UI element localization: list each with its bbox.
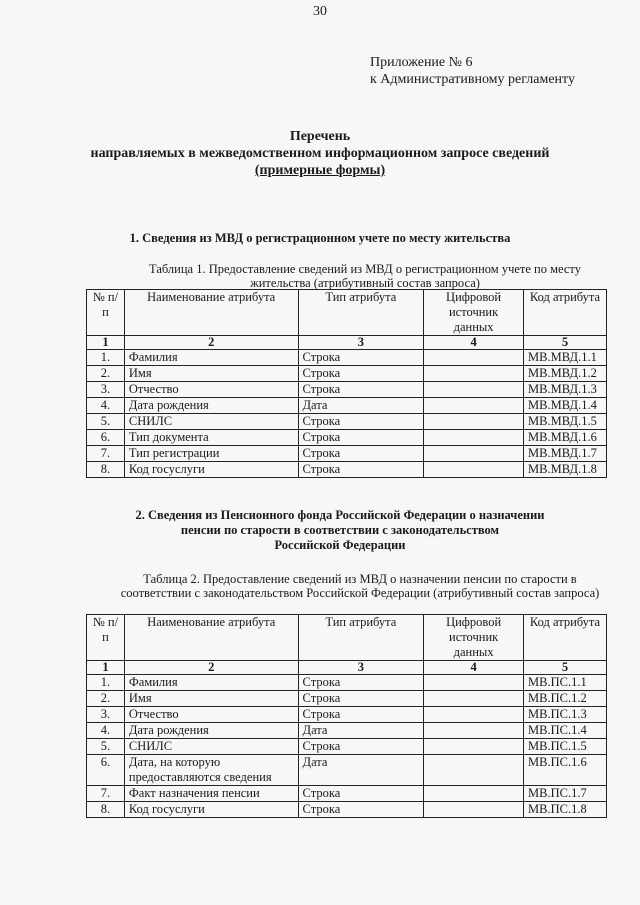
- title-line-2: направляемых в межведомственном информационном запросе сведений: [90, 146, 550, 161]
- attribute-code: МВ.МВД.1.3: [524, 382, 607, 398]
- header-attribute-code: Код атрибута: [524, 290, 607, 336]
- appendix-line-1: Приложение № 6: [370, 55, 473, 70]
- attribute-code: МВ.ПС.1.8: [524, 802, 607, 818]
- attribute-type: Строка: [298, 707, 424, 723]
- header-attribute-name: Наименование атрибута: [124, 290, 298, 336]
- table-row: [87, 366, 607, 382]
- row-number: 2.: [87, 366, 125, 382]
- attribute-name: Имя: [124, 366, 298, 382]
- table-row: [87, 398, 607, 414]
- row-number: 5.: [87, 414, 125, 430]
- row-number: 6.: [87, 755, 125, 786]
- header-col-number: 3: [298, 661, 424, 675]
- row-number: 4.: [87, 398, 125, 414]
- header-col-number: 2: [124, 336, 298, 350]
- data-source: [424, 802, 524, 818]
- table-row: [87, 350, 607, 366]
- table-row: [87, 446, 607, 462]
- header-attribute-name: Наименование атрибута: [124, 615, 298, 661]
- data-source: [424, 462, 524, 478]
- attribute-code: МВ.МВД.1.2: [524, 366, 607, 382]
- attribute-name: СНИЛС: [124, 414, 298, 430]
- data-source: [424, 398, 524, 414]
- table-row: [87, 414, 607, 430]
- table-row: [87, 786, 607, 802]
- table-2-caption-line-1: Таблица 2. Предоставление сведений из МВД о назначении пенсии по старости в: [143, 572, 577, 586]
- table-row: [87, 802, 607, 818]
- table-row: [87, 675, 607, 691]
- document-title: [0, 128, 640, 179]
- attribute-code: МВ.ПС.1.4: [524, 723, 607, 739]
- table-row: [87, 462, 607, 478]
- table-row: [87, 755, 607, 786]
- attribute-name: Тип регистрации: [124, 446, 298, 462]
- data-source: [424, 707, 524, 723]
- data-source: [424, 675, 524, 691]
- data-source: [424, 414, 524, 430]
- attribute-type: Строка: [298, 691, 424, 707]
- data-source: [424, 446, 524, 462]
- attribute-code: МВ.ПС.1.7: [524, 786, 607, 802]
- title-line-1: Перечень: [289, 129, 351, 144]
- attribute-code: МВ.МВД.1.6: [524, 430, 607, 446]
- table-2: [86, 614, 607, 818]
- header-data-source: Цифровой источник данных: [424, 615, 524, 661]
- header-attribute-type: Тип атрибута: [298, 615, 424, 661]
- attribute-name: Тип документа: [124, 430, 298, 446]
- attribute-name: Дата рождения: [124, 398, 298, 414]
- attribute-name: Дата, на которую предоставляются сведения: [124, 755, 298, 786]
- row-number: 4.: [87, 723, 125, 739]
- table-1: [86, 289, 607, 478]
- table-row: [87, 691, 607, 707]
- attribute-type: Строка: [298, 462, 424, 478]
- data-source: [424, 755, 524, 786]
- row-number: 5.: [87, 739, 125, 755]
- table-1-caption-line-1: Таблица 1. Предоставление сведений из МВД о регистрационном учете по месту: [149, 262, 581, 276]
- table-row: [87, 723, 607, 739]
- table-1-caption: [100, 262, 630, 290]
- row-number: 7.: [87, 786, 125, 802]
- data-source: [424, 430, 524, 446]
- attribute-type: Дата: [298, 723, 424, 739]
- header-num: № п/п: [87, 290, 125, 336]
- header-col-number: 1: [87, 336, 125, 350]
- attribute-type: Строка: [298, 350, 424, 366]
- row-number: 8.: [87, 802, 125, 818]
- section-2-title-line-3: Российской Федерации: [274, 538, 406, 552]
- section-1-title: 1. Сведения из МВД о регистрационном учете по месту жительства: [129, 231, 511, 245]
- appendix-line-2: к Административному регламенту: [370, 72, 575, 87]
- attribute-name: Дата рождения: [124, 723, 298, 739]
- row-number: 7.: [87, 446, 125, 462]
- data-source: [424, 366, 524, 382]
- attribute-name: Имя: [124, 691, 298, 707]
- header-col-number: 5: [524, 661, 607, 675]
- attribute-code: МВ.МВД.1.4: [524, 398, 607, 414]
- table-2-caption-line-2: соответствии с законодательством Российской Федерации (атрибутивный состав запроса): [120, 586, 600, 600]
- attribute-name: СНИЛС: [124, 739, 298, 755]
- attribute-type: Строка: [298, 786, 424, 802]
- attribute-name: Отчество: [124, 707, 298, 723]
- row-number: 1.: [87, 675, 125, 691]
- data-source: [424, 350, 524, 366]
- header-attribute-type: Тип атрибута: [298, 290, 424, 336]
- table-row: [87, 430, 607, 446]
- header-col-number: 1: [87, 661, 125, 675]
- attribute-code: МВ.МВД.1.5: [524, 414, 607, 430]
- title-line-3: (примерные формы): [254, 163, 386, 178]
- data-source: [424, 739, 524, 755]
- attribute-code: МВ.ПС.1.6: [524, 755, 607, 786]
- data-source: [424, 691, 524, 707]
- attribute-type: Строка: [298, 675, 424, 691]
- table-2-caption: [80, 572, 640, 600]
- attribute-code: МВ.ПС.1.3: [524, 707, 607, 723]
- attribute-name: Фамилия: [124, 350, 298, 366]
- data-source: [424, 723, 524, 739]
- section-2-title-line-1: 2. Сведения из Пенсионного фонда Российской Федерации о назначении: [135, 508, 545, 522]
- table-1-caption-line-2: жительства (атрибутивный состав запроса): [250, 276, 480, 290]
- header-attribute-code: Код атрибута: [524, 615, 607, 661]
- section-2-title-line-2: пенсии по старости в соответствии с законодательством: [180, 523, 500, 537]
- row-number: 3.: [87, 382, 125, 398]
- attribute-code: МВ.ПС.1.5: [524, 739, 607, 755]
- attribute-code: МВ.ПС.1.2: [524, 691, 607, 707]
- header-col-number: 3: [298, 336, 424, 350]
- attribute-type: Строка: [298, 446, 424, 462]
- row-number: 8.: [87, 462, 125, 478]
- attribute-type: Дата: [298, 755, 424, 786]
- attribute-code: МВ.МВД.1.8: [524, 462, 607, 478]
- row-number: 3.: [87, 707, 125, 723]
- row-number: 1.: [87, 350, 125, 366]
- header-data-source: Цифровой источник данных: [424, 290, 524, 336]
- table-row: [87, 382, 607, 398]
- section-2-title: [130, 508, 550, 553]
- attribute-code: МВ.ПС.1.1: [524, 675, 607, 691]
- attribute-name: Факт назначения пенсии: [124, 786, 298, 802]
- row-number: 6.: [87, 430, 125, 446]
- table-row: [87, 707, 607, 723]
- row-number: 2.: [87, 691, 125, 707]
- header-col-number: 2: [124, 661, 298, 675]
- header-col-number: 4: [424, 336, 524, 350]
- page-number: 30: [313, 4, 327, 19]
- attribute-name: Код госуслуги: [124, 802, 298, 818]
- attribute-code: МВ.МВД.1.1: [524, 350, 607, 366]
- attribute-type: Строка: [298, 739, 424, 755]
- attribute-type: Строка: [298, 430, 424, 446]
- attribute-name: Отчество: [124, 382, 298, 398]
- table-row: [87, 739, 607, 755]
- attribute-name: Фамилия: [124, 675, 298, 691]
- attribute-type: Строка: [298, 414, 424, 430]
- attribute-name: Код госуслуги: [124, 462, 298, 478]
- data-source: [424, 382, 524, 398]
- attribute-type: Строка: [298, 366, 424, 382]
- header-col-number: 5: [524, 336, 607, 350]
- header-col-number: 4: [424, 661, 524, 675]
- attribute-type: Строка: [298, 802, 424, 818]
- appendix-note: [370, 54, 575, 88]
- attribute-type: Дата: [298, 398, 424, 414]
- attribute-type: Строка: [298, 382, 424, 398]
- data-source: [424, 786, 524, 802]
- header-num: № п/п: [87, 615, 125, 661]
- attribute-code: МВ.МВД.1.7: [524, 446, 607, 462]
